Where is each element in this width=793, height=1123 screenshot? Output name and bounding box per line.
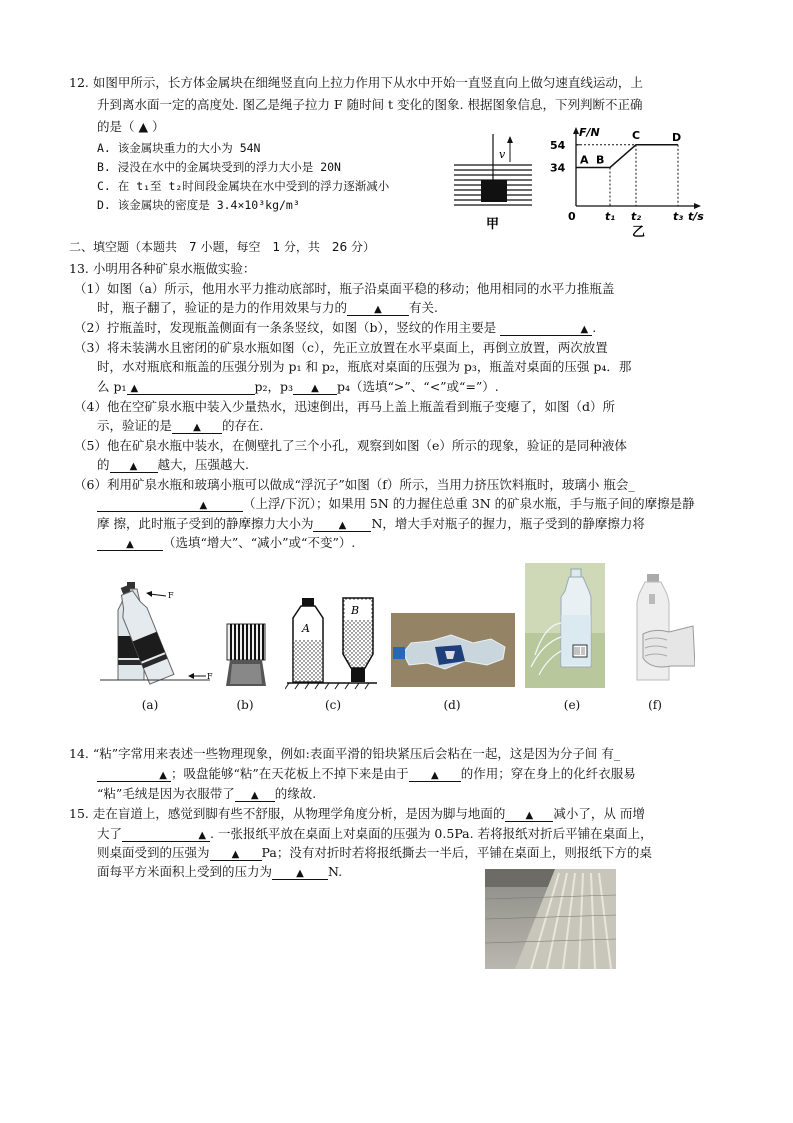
q13-p1-line2: [97, 298, 438, 318]
blank-mark: ▲: [374, 304, 382, 315]
figure-f-cartesian-diver: [615, 570, 695, 688]
text: 减小了，从 而增: [553, 806, 645, 821]
blank-mark: ▲: [580, 324, 589, 335]
q15-line3: [97, 843, 652, 863]
blank-mark: ▲: [199, 500, 208, 511]
blank-mark: ▲: [311, 383, 319, 394]
answer-blank[interactable]: [97, 767, 171, 782]
figure-e-water-jets: [525, 563, 605, 688]
q13-p5-line2: [97, 455, 249, 475]
y-tick-label: 34: [550, 161, 566, 175]
q13-p3-line2: 时，水对瓶底和瓶盖的压强分别为 p₁ 和 p₂，瓶底对桌面的压强为 p₃，瓶盖对桌面的压强 p₄．那: [97, 359, 632, 374]
answer-blank[interactable]: [172, 419, 222, 434]
blank-mark: ▲: [159, 770, 167, 781]
blank-mark: ▲: [130, 383, 139, 394]
blank-mark: ▲: [525, 810, 534, 821]
blank-mark: ▲: [250, 790, 259, 801]
answer-blank[interactable]: [97, 536, 163, 551]
blank-mark: ▲: [338, 520, 347, 531]
figure-d-crushed-bottle: [391, 613, 515, 687]
velocity-label: v: [499, 148, 506, 161]
q13-p6-line3: [97, 514, 645, 534]
text: N.: [328, 864, 343, 879]
blank-mark: ▲: [193, 422, 201, 433]
text: 摩 擦，此时瓶子受到的静摩擦力大小为: [97, 516, 314, 531]
answer-blank[interactable]: [313, 517, 371, 532]
text: 的作用；穿在身上的化纤衣服易: [460, 766, 636, 781]
answer-blank[interactable]: [293, 380, 337, 395]
bottle-b: [343, 598, 373, 682]
q13-p3-line1: （3）将未装满水且密闭的矿泉水瓶如图（c），先正立放置在水平桌面上，再倒立放置，两次放置: [74, 340, 608, 355]
text: ；吸盘能够“粘”在天花板上不掉下来是由于: [171, 766, 409, 781]
figure-jia-label: 甲: [486, 217, 500, 232]
text: “粘”毛绒是因为衣服带了: [97, 786, 235, 801]
q14-line3: [97, 784, 316, 804]
figure-yi-label: 乙: [632, 225, 646, 239]
force-line: [576, 145, 678, 168]
blank-mark: ▲: [231, 849, 240, 860]
text: （上浮/下沉）；如果用 5N 的力握住总重 3N 的矿泉水瓶，手与瓶子间的摩擦是静: [243, 496, 695, 511]
blank-mark: ▲: [129, 461, 138, 472]
q13-p2: [74, 318, 596, 338]
text: （2）拧瓶盖时，发现瓶盖侧面有一条条竖纹，如图（b），竖纹的作用主要是: [74, 320, 497, 335]
bottle-b-label: B: [351, 604, 360, 617]
q13-p3-line3: [97, 377, 499, 397]
x-axis-arrow: [694, 203, 701, 209]
answer-blank[interactable]: [127, 380, 255, 395]
answer-blank[interactable]: [110, 458, 158, 473]
q13-p1-line1: （1）如图（a）所示，他用水平力推动底部时，瓶子沿桌面平稳的移动；他用相同的水平力推瓶盖: [74, 281, 615, 296]
origin-label: 0: [568, 210, 576, 223]
x-tick-label: t₁: [605, 210, 616, 223]
answer-blank[interactable]: [500, 321, 592, 336]
blank-mark: ▲: [126, 539, 134, 550]
point-label: C: [632, 128, 641, 142]
bottle-a: [293, 598, 323, 682]
x-tick-label: t₃: [673, 210, 684, 223]
section-heading: 二、填空题（本题共 7 小题，每空 1 分，共 26 分）: [69, 240, 375, 254]
blank-mark: ▲: [430, 770, 439, 781]
text: 的存在.: [222, 418, 264, 433]
force-label-top: F: [168, 591, 174, 600]
q13-p5-line1: （5）他在矿泉水瓶中装水，在侧壁扎了三个小孔，观察到如图（e）所示的现象，验证的是同种液体: [74, 438, 627, 453]
point-label: B: [596, 153, 605, 167]
q12-option-d: D. 该金属块的密度是 3.4×10³kg/m³: [97, 198, 300, 212]
q12-chart-yi: [548, 124, 708, 239]
text: 大了: [97, 826, 123, 841]
figure-a-bottles: [100, 576, 216, 688]
point-label: A: [580, 153, 589, 167]
answer-blank[interactable]: [210, 846, 262, 861]
force-label-bottom: F: [207, 672, 213, 681]
caption-c: (c): [324, 698, 342, 712]
answer-blank[interactable]: [347, 301, 409, 316]
text: （选填“增大”、“减小”或“不变”）.: [163, 535, 356, 550]
q15-line4: [97, 862, 342, 882]
text: 15. 走在盲道上，感觉到脚有些不舒服，从物理学角度分析，是因为脚与地面的: [69, 806, 506, 821]
text: 有关.: [409, 300, 438, 315]
q12-option-b: B. 浸没在水中的金属块受到的浮力大小是 20N: [97, 160, 341, 174]
text: p₂，p₃: [254, 379, 294, 394]
text: 则桌面受到的压强为: [97, 845, 210, 860]
q12-figure-jia: [448, 132, 538, 234]
bottle-a-label: A: [302, 622, 310, 635]
text: . 一张报纸平放在桌面上对桌面的压强为 0.5Pa. 若将报纸对折后平铺在桌面上，: [210, 826, 653, 841]
point-label: D: [672, 130, 682, 144]
text: 么 p₁: [97, 379, 127, 394]
q12-stem-line2: 升到离水面一定的高度处. 图乙是绳子拉力 F 随时间 t 变化的图象. 根据图象信息，下列判断不正确: [97, 97, 643, 112]
q15-line1: [69, 804, 645, 824]
y-tick-label: 54: [550, 138, 566, 152]
q14-line1: 14. “粘”字常用来表述一些物理现象，例如:表面平滑的铅块紧压后会粘在一起，这是因为分子间 有_: [69, 746, 621, 761]
q13-p4-line1: （4）他在空矿泉水瓶中装入少量热水，迅速倒出，再马上盖上瓶盖看到瓶子变瘪了，如图（d）所: [74, 399, 615, 414]
q12-option-a: A. 该金属块重力的大小为 54N: [97, 141, 261, 155]
q15-line2: [97, 824, 653, 844]
figure-b-bottle-cap: [224, 622, 268, 688]
answer-blank[interactable]: [505, 807, 553, 822]
q13-p6-line2: [97, 494, 695, 514]
caption-e: (e): [563, 698, 581, 712]
text: 的: [97, 457, 110, 472]
text: p₄（选填“>”、“<”或“=”）.: [337, 379, 499, 394]
answer-blank[interactable]: [97, 497, 243, 512]
answer-blank[interactable]: [409, 767, 461, 782]
text: 的缘故.: [274, 786, 317, 801]
q13-stem: 13. 小明用各种矿泉水瓶做实验：: [69, 261, 256, 276]
metal-block: [481, 180, 507, 202]
blank-mark: ▲: [296, 868, 304, 879]
text: Pa；没有对折时若将报纸撕去一半后，平铺在桌面上，则报纸下方的桌: [261, 845, 652, 860]
answer-blank[interactable]: [272, 865, 328, 880]
text: 时，瓶子翻了，验证的是力的作用效果与力的: [97, 300, 348, 315]
q12-option-c: C. 在 t₁至 t₂时间段金属块在水中受到的浮力逐渐减小: [97, 179, 390, 193]
q14-line2: [97, 764, 636, 784]
text: 越大，压强越大.: [157, 457, 249, 472]
q13-p6-line4: [97, 533, 355, 553]
caption-f: (f): [648, 698, 662, 712]
text: N，增大手对瓶子的握力，瓶子受到的静摩擦力将: [371, 516, 645, 531]
x-axis-label: t/s: [688, 210, 704, 223]
x-tick-label: t₂: [631, 210, 642, 223]
answer-blank[interactable]: [235, 787, 275, 802]
q13-p4-line2: [97, 416, 264, 436]
caption-b: (b): [236, 698, 254, 712]
q12-stem-line1: 12. 如图甲所示，长方体金属块在细绳竖直向上拉力作用下从水中开始一直竖直向上做匀速直线运动，上: [69, 75, 643, 90]
figure-c-bottles: [285, 594, 379, 690]
y-axis-label: F/N: [579, 126, 600, 139]
caption-d: (d): [443, 698, 461, 712]
text: 示，验证的是: [97, 418, 173, 433]
q12-stem-line3: 的是（ ▲ ）: [97, 119, 165, 134]
q13-p6-line1: （6）利用矿泉水瓶和玻璃小瓶可以做成“浮沉子”如图（f）所示，当用力挤压饮料瓶时，玻璃小 瓶会_: [74, 477, 635, 492]
figure-tactile-paving: [485, 869, 616, 969]
caption-a: (a): [141, 698, 159, 712]
blank-mark: ▲: [198, 830, 207, 841]
answer-blank[interactable]: [122, 827, 210, 842]
text: 面每平方米面积上受到的压力为: [97, 864, 273, 879]
text: .: [592, 320, 597, 335]
